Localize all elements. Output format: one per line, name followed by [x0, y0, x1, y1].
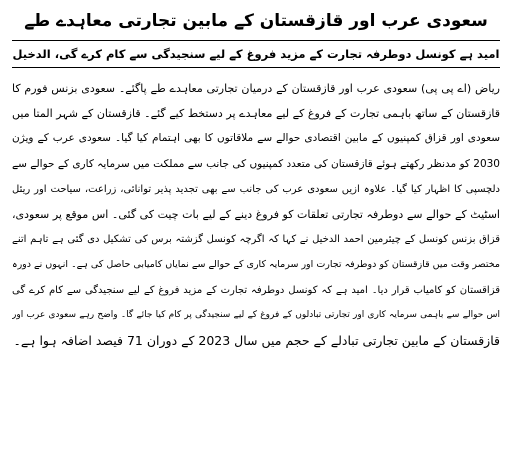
article-body-line: دلچسپی کا اظہار کیا گیا۔ علاوہ ازیں سعودی عرب کی جانب سے بھی تجدید پذیر توانائی، زراعت، سیاحت اور ریئل [12, 183, 500, 195]
article-body-line: قازقستان کے مابین تجارتی تبادلے کے حجم میں سال 2023 کے دوران 71 فیصد اضافہ ہوا ہے۔ [13, 332, 500, 348]
article-body-line: سعودی اور قزاق کمپنیوں کے مابین اقتصادی حوالے سے ملاقاتوں کا بھی اہتمام کیا گیا۔ سعودی عرب کے ویژن [12, 132, 500, 145]
article-body-line: قازقستان کے ساتھ باہمی تجارت کے فروغ کے لیے معاہدے پر دستخط کیے گئے۔ قازقستان کے شہر المتا میں [12, 107, 500, 121]
article-body-line: قزاق بزنس کونسل کے چیئرمین احمد الدخیل نے کہا کہ اگرچہ کونسل گزشتہ برس کی تشکیل دی گئی ہے تاہم اتنے [12, 234, 500, 246]
article-subheadline: امید ہے کونسل دوطرفہ تجارت کے مزید فروغ کے لیے سنجیدگی سے کام کرے گی، الدخیل [12, 40, 500, 68]
article-body-line: قزاقستان کو کامیاب قرار دیا۔ امید ہے کہ کونسل دوطرفہ تجارت کے مزید فروغ کے لیے سنجیدگی سے کام کرے گی [12, 284, 500, 296]
article-body-line: 2030 کو مدنظر رکھتے ہوئے قازقستان کی متعدد کمپنیوں کی جانب سے مملکت میں سرمایہ کاری کے حوالے سے [12, 157, 500, 170]
article-body-line: اسٹیٹ کے حوالے سے دوطرفہ تجارتی تعلقات کو فروغ دینے کے لیے بات چیت کی گئی۔ اس موقع پر سعودی، [12, 207, 500, 221]
article-body-line: مختصر وقت میں قازقستان کو دوطرفہ تجارت اور سرمایہ کاری کے حوالے سے نمایاں کامیابی حاصل کی ہے۔ انہوں نے دورہ [12, 259, 500, 271]
article-body-line: اس حوالے سے باہمی سرمایہ کاری اور تجارتی تبادلوں کے فروغ کے لیے سنجیدگی پر کام کیا جائے گا۔ واضح رہے سعودی عرب اور [12, 309, 500, 320]
article-headline: سعودی عرب اور قازقستان کے مابین تجارتی معاہدے طے [24, 11, 488, 31]
article-body [12, 76, 500, 353]
article-body-line: ریاض (اے پی پی) سعودی عرب اور قازقستان کے درمیان تجارتی معاہدے طے پاگئے۔ سعودی بزنس فورم کا [12, 82, 500, 95]
